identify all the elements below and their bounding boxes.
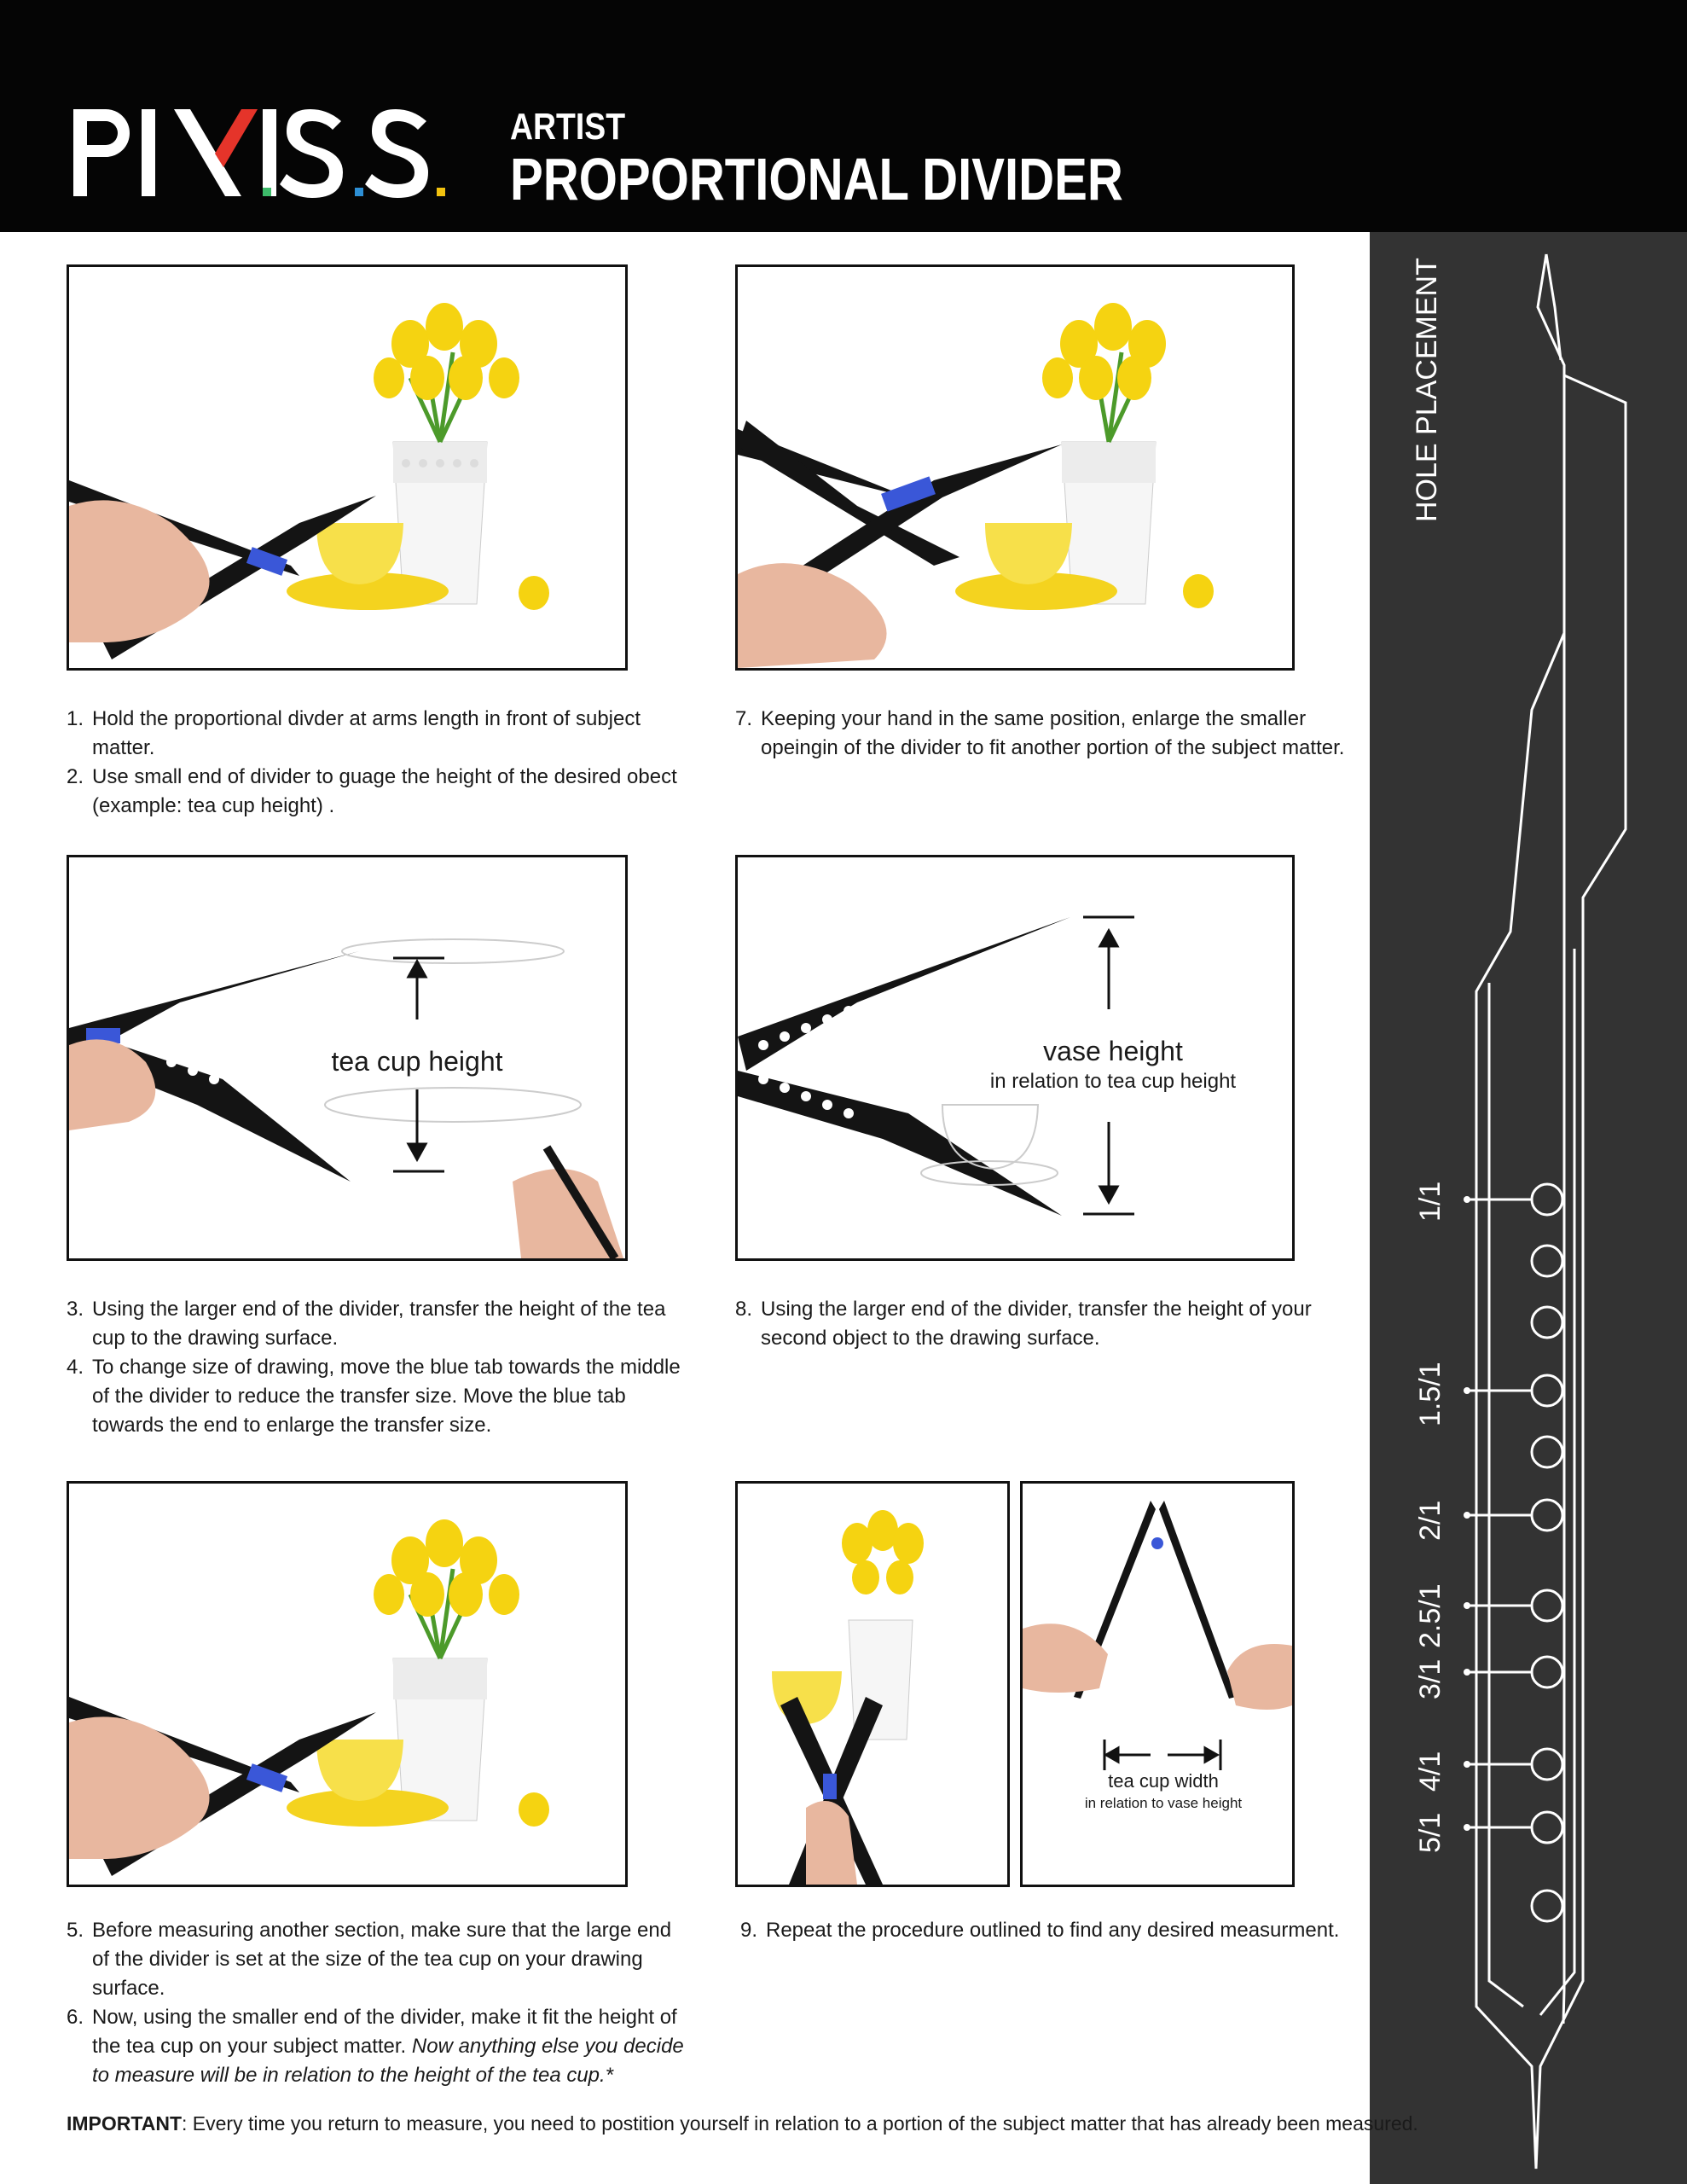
step-item [67,1916,689,2003]
photo-step-9-measure [735,1481,1010,1887]
step-item [67,2003,689,2090]
header-title: PROPORTIONAL DIVIDER [510,146,1123,212]
photo-step-3 [67,855,628,1261]
step-number: 1. [67,707,84,730]
ratio-label: 3/1 [1414,1658,1446,1699]
ratio-label: 4/1 [1414,1751,1446,1792]
step-item [735,1295,1349,1353]
important-label: IMPORTANT [67,2112,183,2135]
step-text: To change size of drawing, move the blue tab towards the middle of the divider to reduce the transfer size. Move the blue tab towards the end to enlarge the transfer size. [92,1356,681,1437]
photo-step-7 [735,264,1295,671]
instructions-1-2 [67,705,689,821]
important-note [67,2112,1418,2135]
step-item [67,1353,689,1440]
instructions-5-6 [67,1916,689,2090]
important-text: : Every time you return to measure, you need to postition yourself in relation to a portion of the subject matter that has already been measured. [182,2112,1418,2135]
step-number: 2. [67,765,84,788]
ratio-label: 2.5/1 [1414,1583,1446,1648]
step-item [740,1916,1354,1945]
step-item [67,763,689,821]
step-text: Use small end of divider to guage the height of the desired obect (example: tea cup height) . [92,765,677,817]
divider-diagram [1370,232,1687,2184]
ratio-label: 2/1 [1414,1500,1446,1541]
annotation-tea-cup-width-sub: in relation to vase height [1084,1795,1243,1811]
step-text: Using the larger end of the divider, transfer the height of the tea cup to the drawing surface. [92,1298,666,1350]
photo-step-5-6 [67,1481,628,1887]
step-number: 9. [740,1919,758,1942]
step-item [67,705,689,763]
annotation-vase-height-sub: in relation to tea cup height [989,1070,1237,1093]
instructions-9 [740,1916,1354,1945]
ratio-label: 1.5/1 [1414,1362,1446,1426]
step-text: Hold the proportional divder at arms length in front of subject matter. [92,707,641,759]
step-number: 3. [67,1298,84,1321]
step-item [67,1295,689,1353]
annotation-tea-cup-width: tea cup width [1108,1770,1219,1792]
instructions-7 [735,705,1349,763]
photo-step-1 [67,264,628,671]
photo-step-8 [735,855,1295,1261]
annotation-tea-cup-height: tea cup height [331,1046,503,1077]
photo-step-9-width [1020,1481,1295,1887]
ratio-label: 5/1 [1414,1812,1446,1853]
step-text: Repeat the procedure outlined to find any desired measurment. [766,1919,1340,1942]
ratio-label: 1/1 [1414,1181,1446,1222]
step-item [735,705,1349,763]
step-text: Keeping your hand in the same position, enlarge the smaller opeingin of the divider to fit another portion of the subject matter. [761,707,1345,759]
sidebar-title: HOLE PLACEMENT [1411,258,1443,522]
step-number: 4. [67,1356,84,1379]
step-number: 8. [735,1298,753,1321]
header-bar [0,0,1687,232]
step-number: 7. [735,707,753,730]
step-text-italic: Now anything else you decide to measure will be in relation to the height of the tea cup.* [92,2035,684,2087]
step-number: 5. [67,1919,84,1942]
pixiss-logo [70,101,445,203]
instructions-8 [735,1295,1349,1353]
instructions-3-4 [67,1295,689,1440]
step-text: Before measuring another section, make sure that the large end of the divider is set at the size of the tea cup on your drawing surface. [92,1919,672,2000]
hole-placement-sidebar [1370,232,1687,2184]
header-subtitle: ARTIST [510,106,626,148]
step-number: 6. [67,2006,84,2029]
step-text: Using the larger end of the divider, transfer the height of your second object to the drawing surface. [761,1298,1312,1350]
step-text: Now, using the smaller end of the divider, make it fit the height of the tea cup on your subject matter. [92,2006,677,2058]
annotation-vase-height: vase height [1043,1036,1183,1066]
